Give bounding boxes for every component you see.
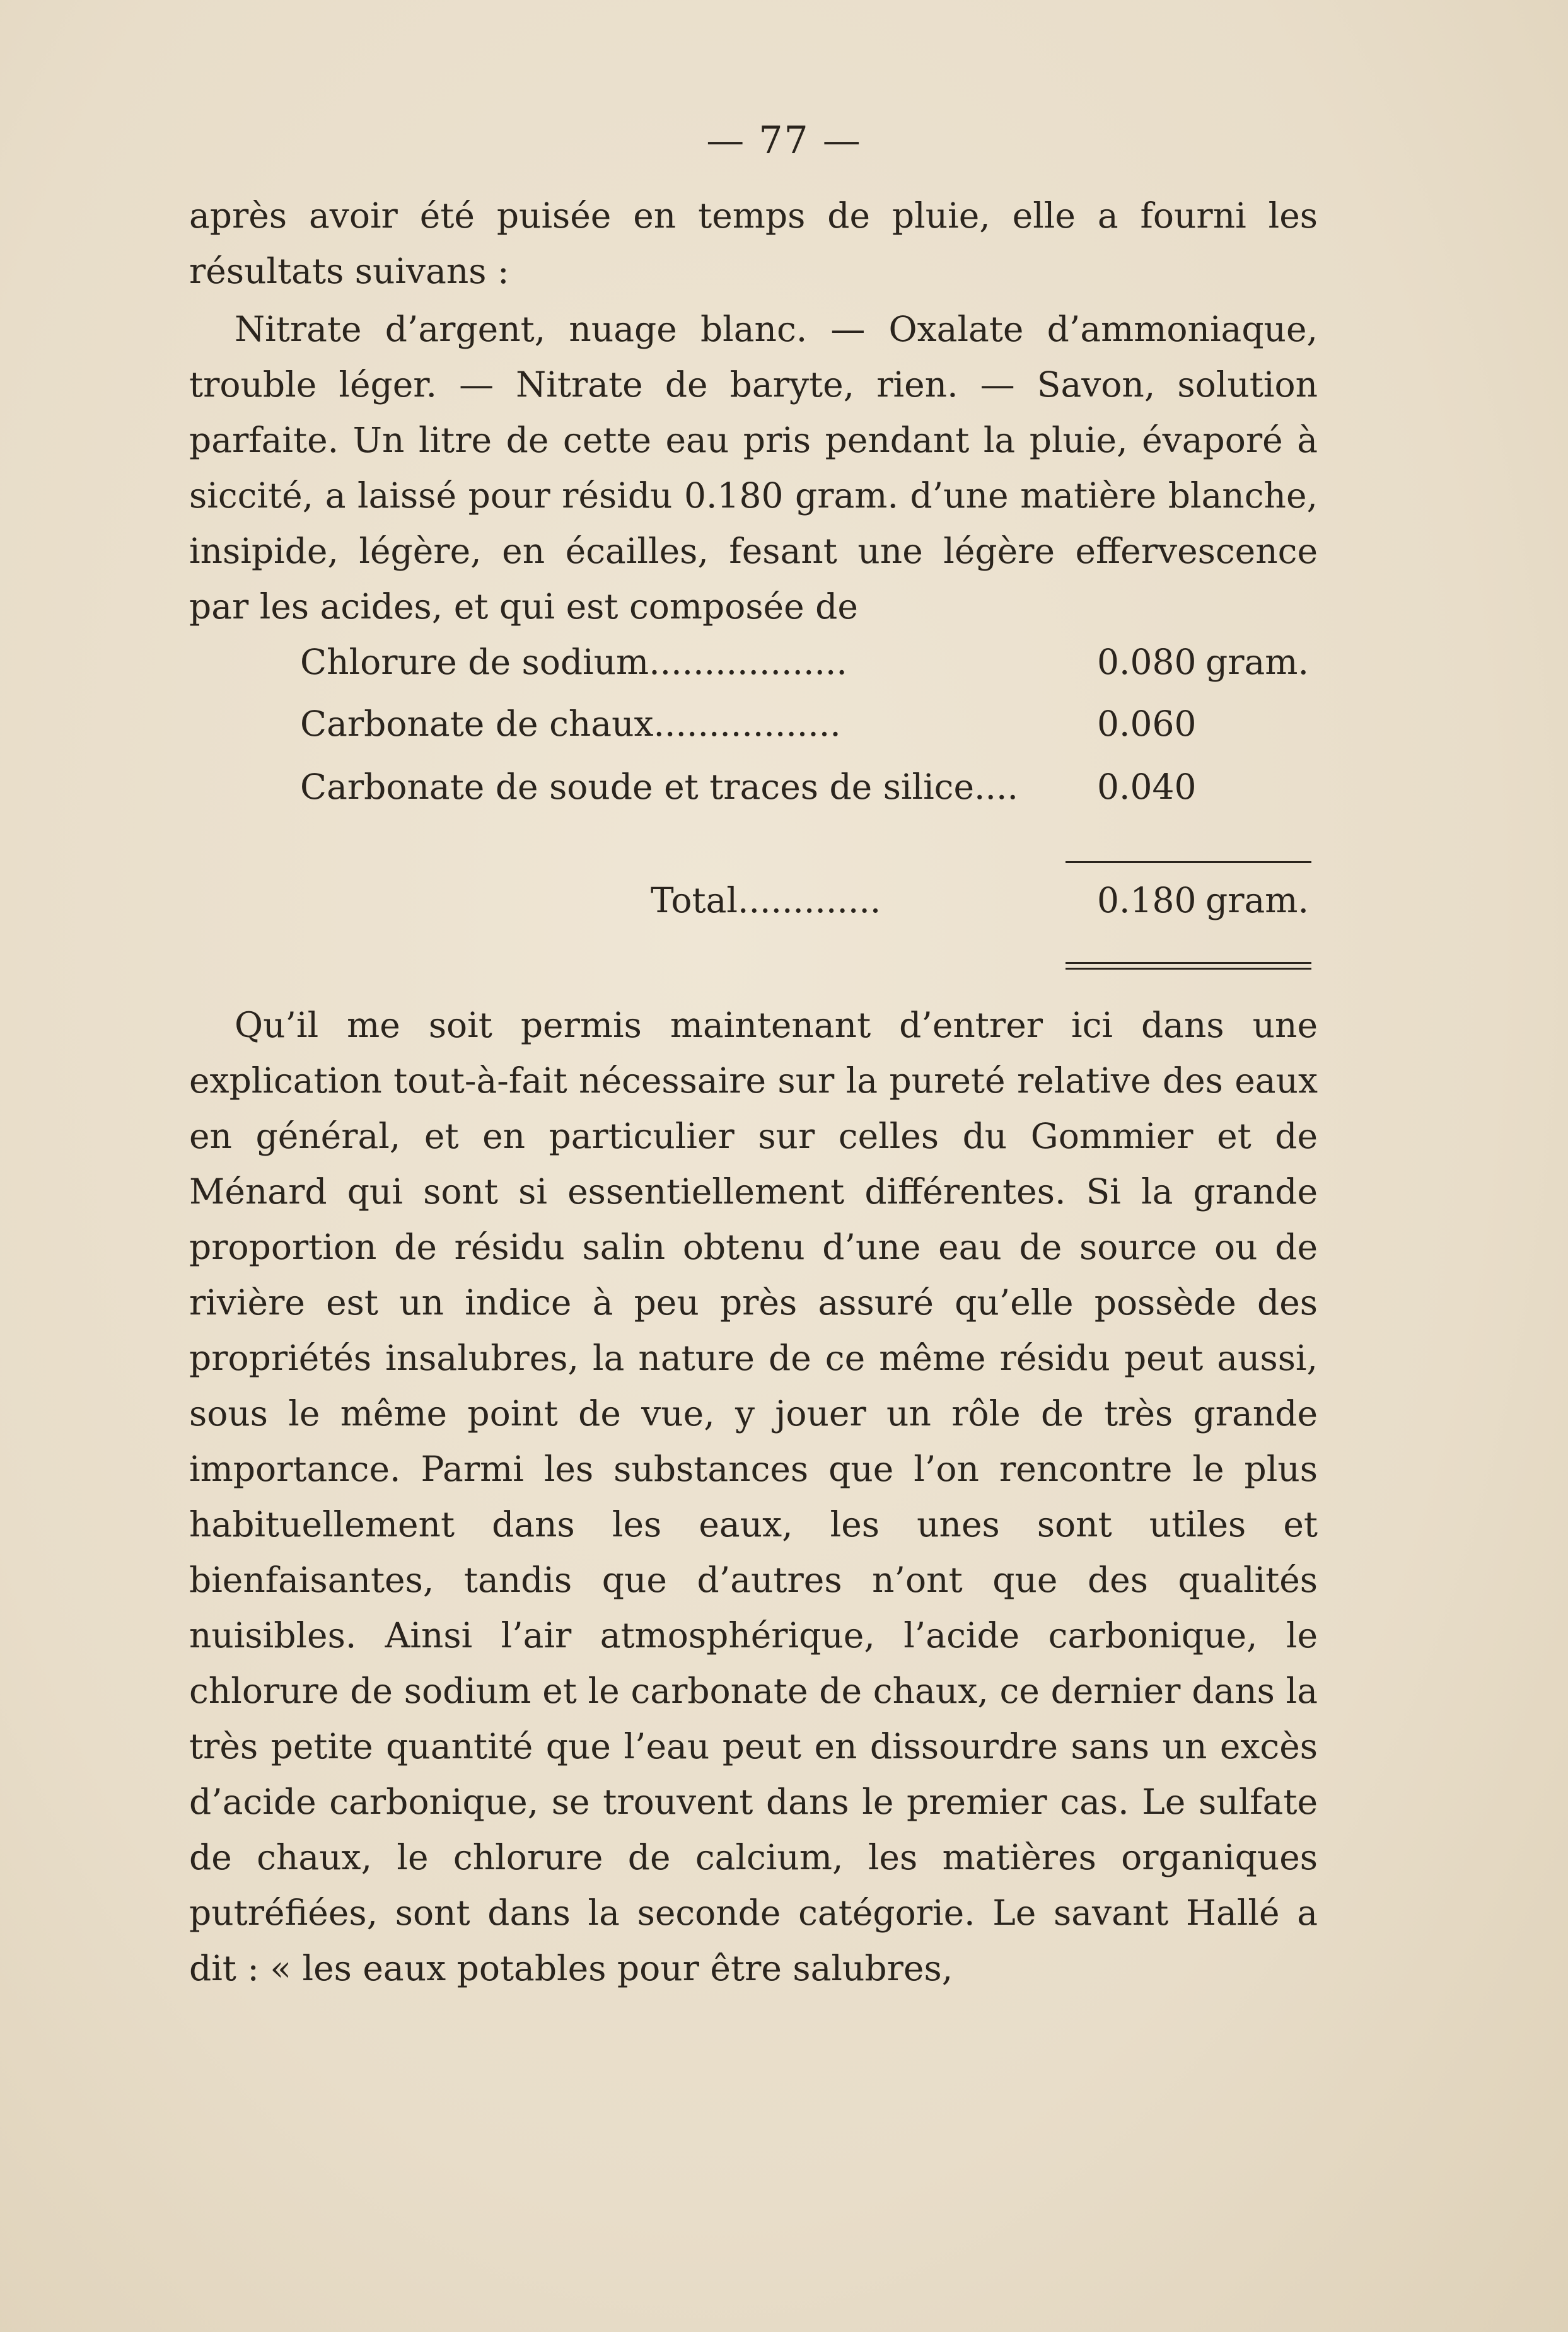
composition-row [189,642,1318,697]
paragraph-text: Nitrate d’argent, nuage blanc. — Oxalate d’ammoniaque, trouble léger. — Nitrate de baryte, rien. — Savon, solution parfaite. Un litre de cette eau pris pendant la pluie, évaporé à siccité, a laissé pour résidu 0.180 gram. d’une matière blanche, insipide, légère, en écailles, fesant une légère effervescence par les acides, et qui est composée de [189,309,1318,627]
paragraph-reagents [189,301,1318,634]
composition-row [189,767,1318,822]
sum-rule [1066,861,1311,863]
total-unit: gram. [1205,880,1309,920]
composition-row [189,704,1318,759]
substance-name: Carbonate de chaux................. [300,704,841,744]
total-double-rule [1066,962,1311,970]
substance-amount: 0.040 [1097,767,1197,807]
substance-amount: 0.060 [1097,704,1197,744]
substance-name: Carbonate de soude et traces de silice.... [300,767,1018,807]
paragraph-explanation [189,997,1318,1996]
paragraph-text: après avoir été puisée en temps de pluie, elle a fourni les résultats suivans : [189,195,1318,291]
substance-name: Chlorure de sodium.................. [300,642,847,682]
total-row [189,880,1318,936]
amount-unit: gram. [1205,642,1309,682]
substance-amount: 0.080 [1097,642,1197,682]
page-number: — 77 — [706,119,862,163]
paragraph-text: Qu’il me soit permis maintenant d’entrer ici dans une explication tout-à-fait nécessaire sur la pureté relative des eaux en général, et en particulier sur celles du Gommier et de Ménard qui sont si essentiellement différentes. Si la grande proportion de résidu salin obtenu d’une eau de source ou de rivière est un indice à peu près assuré qu’elle possède des propriétés insalubres, la nature de ce même résidu peut aussi, sous le même point de vue, y jouer un rôle de très grande importance. Parmi les substances que l’on rencontre le plus habituellement dans les eaux, les unes sont utiles et bienfaisantes, tandis que d’autres n’ont que des qualités nuisibles. Ainsi l’air atmosphérique, l’acide carbonique, le chlorure de sodium et le carbonate de chaux, ce dernier dans la très petite quantité que l’eau peut en dissourdre sans un excès d’acide carbonique, se trouvent dans le premier cas. Le sulfate de chaux, le chlorure de calcium, les matières organiques putréfiées, sont dans la seconde catégorie. Le savant Hallé a dit : « les eaux potables pour être salubres, [189,1005,1318,1988]
total-label: Total............. [651,880,881,920]
paragraph-continuation [189,188,1318,299]
total-amount: 0.180 [1097,880,1197,920]
